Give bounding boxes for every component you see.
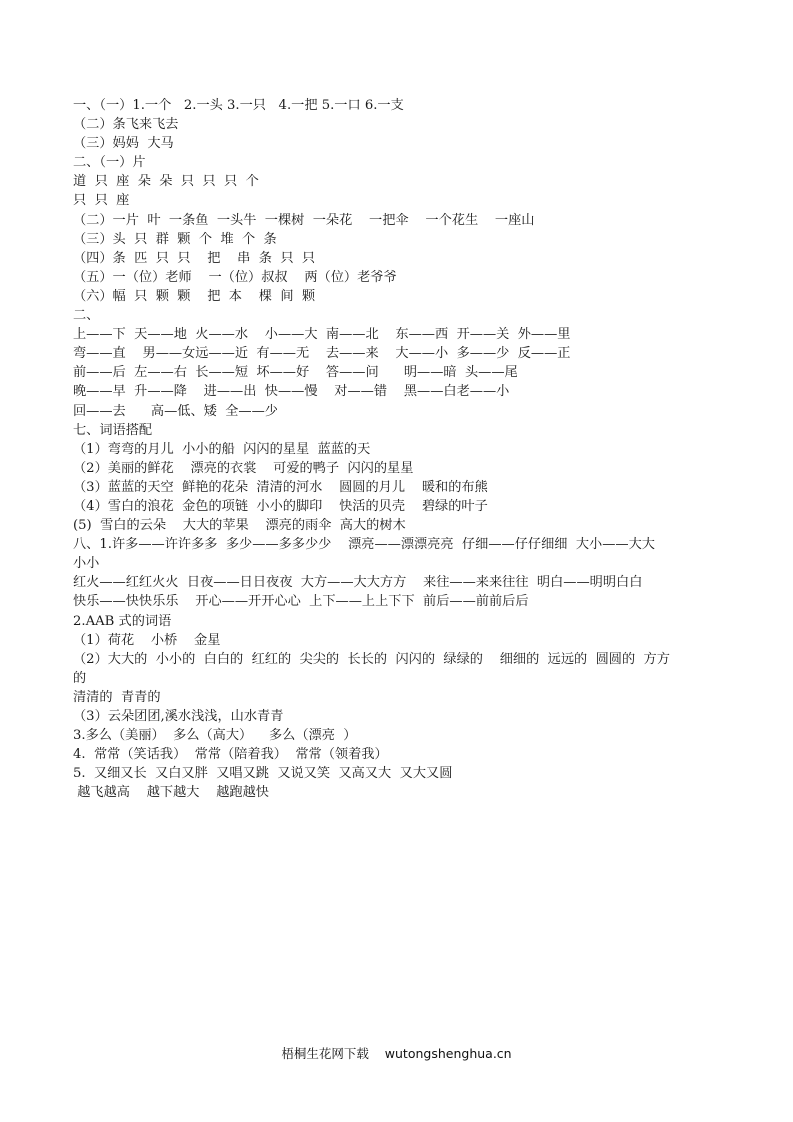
text-line: 回——去 高—低、矮 全——少 bbox=[73, 403, 278, 419]
text-line: （3）蓝蓝的天空 鲜艳的花朵 清清的河水 圆圆的月儿 暖和的布熊 bbox=[73, 479, 488, 495]
text-line: 七、词语搭配 bbox=[73, 422, 153, 438]
text-line: 八、1.许多——许许多多 多少——多多少少 漂亮——漂漂亮亮 仔细——仔仔细细 大小——大大 bbox=[73, 537, 655, 553]
document-body bbox=[73, 96, 723, 802]
text-line: 3.多么（美丽） 多么（高大） 多么（漂亮 ） bbox=[73, 728, 357, 744]
text-line: 2.AAB 式的词语 bbox=[73, 613, 172, 629]
text-line: 晚——早 升——降 进——出 快——慢 对——错 黑——白老——小 bbox=[73, 384, 510, 400]
text-line: （4）雪白的浪花 金色的项链 小小的脚印 快活的贝壳 碧绿的叶子 bbox=[73, 498, 488, 514]
text-line: 小小 bbox=[73, 556, 100, 572]
text-line: 越飞越高 越下越大 越跑越快 bbox=[73, 785, 269, 801]
text-line: 红火——红红火火 日夜——日日夜夜 大方——大大方方 来往——来来往往 明白——明明白白 bbox=[73, 575, 643, 591]
text-line: 5. 又细又长 又白又胖 又唱又跳 又说又笑 又高又大 又大又圆 bbox=[73, 766, 453, 782]
text-line: （三）妈妈 大马 bbox=[73, 136, 174, 152]
text-line: （四）条 匹 只 只 把 串 条 只 只 bbox=[73, 250, 316, 266]
text-line: 清清的 青青的 bbox=[73, 689, 161, 705]
text-line: 二、（一）片 bbox=[73, 155, 146, 171]
text-line: （1）荷花 小桥 金星 bbox=[73, 632, 221, 648]
text-line: （1）弯弯的月儿 小小的船 闪闪的星星 蓝蓝的天 bbox=[73, 441, 371, 457]
text-line: （2）大大的 小小的 白白的 红红的 尖尖的 长长的 闪闪的 绿绿的 细细的 远远的 圆圆的 方方 bbox=[73, 651, 670, 667]
text-line: 二、 bbox=[73, 308, 100, 324]
text-line: (5) 雪白的云朵 大大的苹果 漂亮的雨伞 高大的树木 bbox=[73, 518, 406, 534]
text-line: 的 bbox=[73, 670, 87, 686]
text-line: 只 只 座 bbox=[73, 193, 130, 209]
text-line: （3）云朵团团,溪水浅浅，山水青青 bbox=[73, 709, 284, 724]
text-line: 上——下 天——地 火——水 小——大 南——北 东——西 开——关 外——里 bbox=[73, 327, 571, 343]
text-line: （六）幅 只 颗 颗 把 本 棵 间 颗 bbox=[73, 288, 316, 304]
text-line: 快乐——快快乐乐 开心——开开心心 上下——上上下下 前后——前前后后 bbox=[73, 594, 529, 610]
text-line: 道 只 座 朵 朵 只 只 只 个 bbox=[73, 174, 259, 190]
text-line: 4. 常常（笑话我） 常常（陪着我） 常常（领着我） bbox=[73, 747, 388, 763]
text-line: （2）美丽的鲜花 漂亮的衣裳 可爱的鸭子 闪闪的星星 bbox=[73, 460, 414, 476]
text-line: （五）一（位）老师 一（位）叔叔 两（位）老爷爷 bbox=[73, 269, 397, 285]
text-line: 一、（一）1.一个 2.一头 3.一只 4.一把 5.一口 6.一支 bbox=[73, 98, 404, 113]
text-line: （三）头 只 群 颗 个 堆 个 条 bbox=[73, 231, 277, 247]
page-footer: 梧桐生花网下载 wutongshenghua.cn bbox=[281, 1046, 512, 1061]
text-line: 前——后 左——右 长——短 坏——好 答——问 明——暗 头——尾 bbox=[73, 365, 518, 381]
text-line: （二）条飞来飞去 bbox=[73, 117, 179, 133]
text-line: （二）一片 叶 一条鱼 一头牛 一棵树 一朵花 一把伞 一个花生 一座山 bbox=[73, 212, 535, 228]
text-line: 弯——直 男——女远——近 有——无 去——来 大——小 多——少 反——正 bbox=[73, 346, 571, 362]
